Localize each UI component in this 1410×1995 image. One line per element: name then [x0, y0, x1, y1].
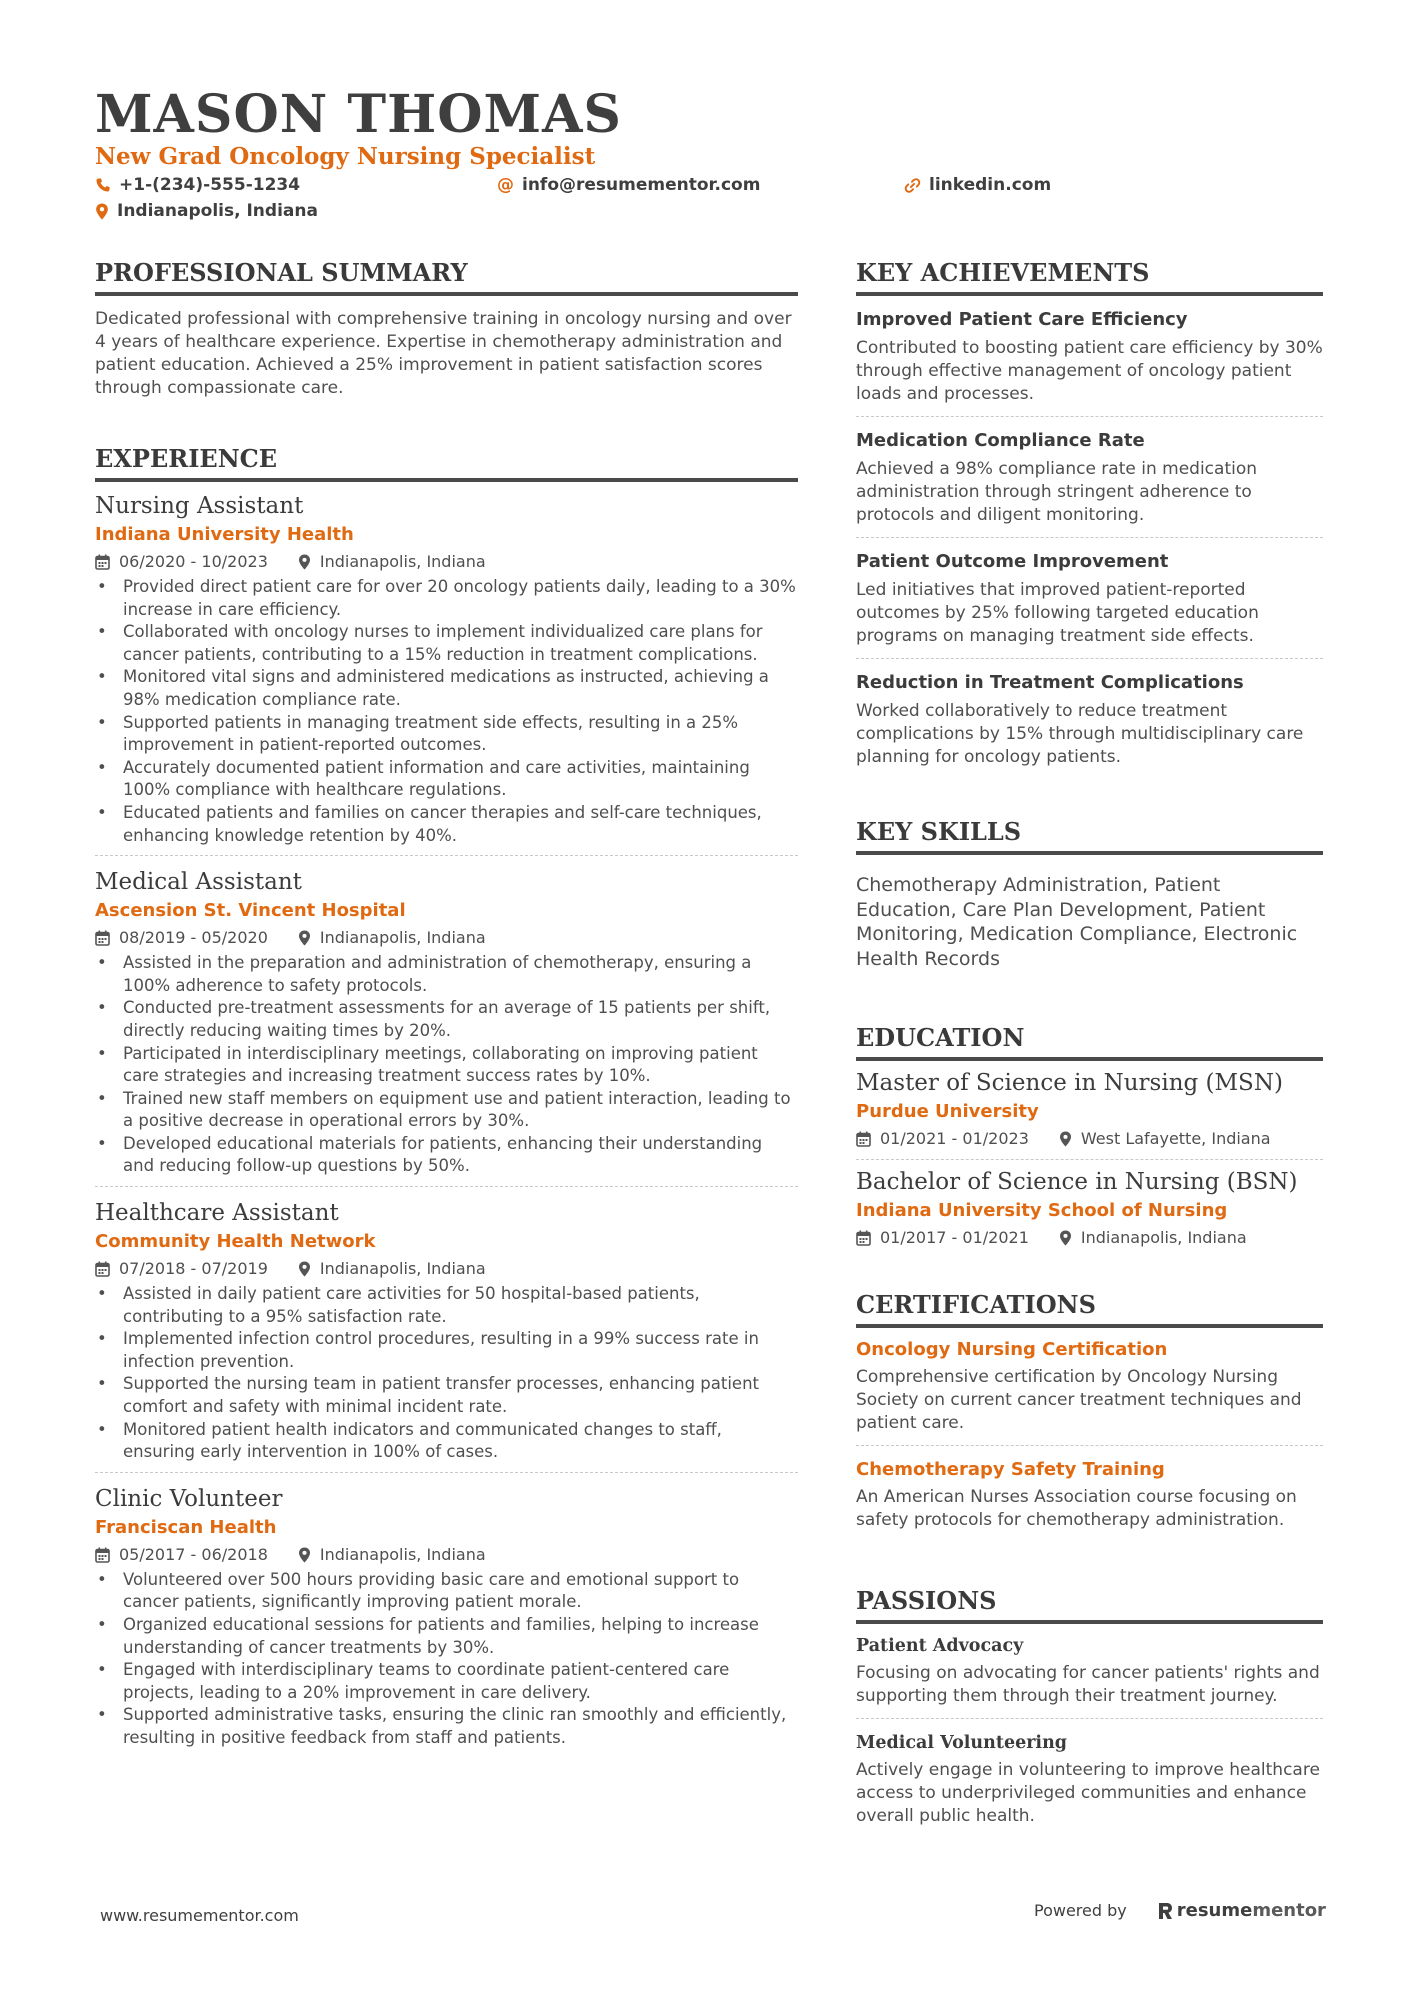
- passion-text: Actively engage in volunteering to improve healthcare access to underprivileged communities and enhance overall public health.: [856, 1760, 1320, 1826]
- summary-text: Dedicated professional with comprehensive training in oncology nursing and over 4 years of healthcare experience. Expertise in chemotherapy administration and patient education. Achieved a 25% improvement in patient satisfaction scores through compassionate care.: [95, 309, 792, 398]
- certification-title: Oncology Nursing Certification: [856, 1339, 1168, 1360]
- education-school: Indiana University School of Nursing: [856, 1200, 1228, 1221]
- achievement-text: Led initiatives that improved patient-reported outcomes by 25% following targeted education programs on managing treatment side effects.: [856, 580, 1259, 646]
- location-pin-icon: [298, 554, 311, 570]
- certification-text: An American Nurses Association course focusing on safety protocols for chemotherapy administration.: [856, 1487, 1297, 1530]
- location-text: Indianapolis, Indiana: [117, 201, 318, 221]
- achievement-text: Worked collaboratively to reduce treatment complications by 15% through multidisciplinary care planning for oncology patients.: [856, 701, 1304, 767]
- education-dates: 01/2021 - 01/2023: [880, 1129, 1029, 1148]
- experience-list: [95, 490, 798, 1758]
- job-dates: 05/2017 - 06/2018: [119, 1544, 268, 1564]
- contact-location: [95, 200, 318, 222]
- job-bullet: • Developed educational materials for patients, enhancing their understanding and reducing follow-up questions by 50%.: [123, 1133, 798, 1178]
- job-bullet: • Supported patients in managing treatment side effects, resulting in a 25% improvement in patient-reported outcomes.: [123, 712, 798, 757]
- job-bullet: • Accurately documented patient information and care activities, maintaining 100% compliance with healthcare regulations.: [123, 757, 798, 802]
- job-location: Indianapolis, Indiana: [319, 1544, 486, 1564]
- skills-heading: KEY SKILLS: [856, 817, 1323, 855]
- email-text: info@resumementor.com: [522, 175, 761, 195]
- passion-title: Medical Volunteering: [856, 1733, 1068, 1753]
- education-item: [856, 1067, 1323, 1160]
- job-entry: [95, 1197, 798, 1473]
- candidate-name: MASON THOMAS: [95, 84, 622, 145]
- job-meta: [95, 926, 798, 950]
- certification-title: Chemotherapy Safety Training: [856, 1459, 1165, 1480]
- job-bullet: • Engaged with interdisciplinary teams to coordinate patient-centered care projects, leading to a 20% improvement in care delivery.: [123, 1659, 798, 1704]
- job-entry: [95, 1483, 798, 1758]
- certification-text: Comprehensive certification by Oncology Nursing Society on current cancer treatment techniques and patient care.: [856, 1367, 1302, 1433]
- left-column: [95, 258, 798, 1768]
- job-bullet: • Monitored vital signs and administered medications as instructed, achieving a 98% medication compliance rate.: [123, 666, 798, 711]
- achievement-text: Achieved a 98% compliance rate in medication administration through stringent adherence to protocols and diligent monitoring.: [856, 459, 1258, 525]
- passion-item: [856, 1729, 1323, 1838]
- location-pin-icon: [298, 930, 311, 946]
- calendar-icon: [95, 1547, 110, 1563]
- education-school: Purdue University: [856, 1101, 1039, 1122]
- job-company: Indiana University Health: [95, 524, 354, 545]
- calendar-icon: [95, 1261, 110, 1277]
- achievement-title: Improved Patient Care Efficiency: [856, 309, 1188, 330]
- certifications-heading: CERTIFICATIONS: [856, 1290, 1323, 1328]
- job-dates: 08/2019 - 05/2020: [119, 928, 268, 948]
- education-degree: Bachelor of Science in Nursing (BSN): [856, 1169, 1298, 1195]
- passion-item: [856, 1632, 1323, 1719]
- passion-title: Patient Advocacy: [856, 1636, 1024, 1656]
- job-bullet: • Conducted pre-treatment assessments for an average of 15 patients per shift, directly reducing waiting times by 20%.: [123, 997, 798, 1042]
- location-pin-icon: [298, 1547, 311, 1563]
- passions-heading: PASSIONS: [856, 1586, 1323, 1624]
- education-degree: Master of Science in Nursing (MSN): [856, 1070, 1283, 1096]
- job-bullet: • Educated patients and families on cancer therapies and self-care techniques, enhancing knowledge retention by 40%.: [123, 802, 798, 847]
- phone-text: +1-(234)-555-1234: [119, 175, 301, 195]
- education-location: West Lafayette, Indiana: [1080, 1129, 1271, 1148]
- certification-item: [856, 1456, 1323, 1542]
- link-icon: [904, 177, 921, 194]
- achievement-title: Reduction in Treatment Complications: [856, 672, 1244, 693]
- job-meta: [95, 1257, 798, 1281]
- contact-phone[interactable]: [95, 174, 300, 196]
- job-company: Franciscan Health: [95, 1516, 277, 1538]
- education-heading: EDUCATION: [856, 1023, 1323, 1061]
- certification-item: [856, 1336, 1323, 1446]
- job-bullets: [95, 952, 798, 1178]
- job-title: Nursing Assistant: [95, 493, 304, 519]
- powered-by-label: Powered by: [1034, 1901, 1127, 1920]
- summary-heading: PROFESSIONAL SUMMARY: [95, 258, 798, 296]
- achievement-item: [856, 427, 1323, 538]
- job-dates: 06/2020 - 10/2023: [119, 552, 268, 571]
- right-column: [856, 258, 1323, 1838]
- location-pin-icon: [298, 1261, 311, 1277]
- job-bullet: • Assisted in daily patient care activities for 50 hospital-based patients, contributing to a 95% satisfaction rate.: [123, 1283, 798, 1328]
- job-bullet: • Monitored patient health indicators and communicated changes to staff, ensuring early intervention in 100% of cases.: [123, 1419, 798, 1464]
- achievement-item: [856, 548, 1323, 659]
- job-location: Indianapolis, Indiana: [319, 928, 486, 948]
- job-meta: [95, 1543, 798, 1567]
- passion-text: Focusing on advocating for cancer patients' rights and supporting them through their treatment journey.: [856, 1663, 1320, 1706]
- experience-heading: EXPERIENCE: [95, 444, 798, 482]
- education-item: [856, 1166, 1323, 1250]
- job-company: Ascension St. Vincent Hospital: [95, 900, 406, 922]
- achievement-text: Contributed to boosting patient care efficiency by 30% through effective management of oncology patient loads and processes.: [856, 338, 1323, 404]
- linkedin-text: linkedin.com: [929, 175, 1052, 195]
- brand-logo[interactable]: [1157, 1900, 1326, 1921]
- job-dates: 07/2018 - 07/2019: [119, 1259, 268, 1279]
- achievement-item: [856, 306, 1323, 417]
- achievement-item: [856, 669, 1323, 779]
- job-location: Indianapolis, Indiana: [319, 552, 486, 571]
- job-bullet: • Implemented infection control procedures, resulting in a 99% success rate in infection prevention.: [123, 1328, 798, 1373]
- location-pin-icon: [95, 203, 109, 220]
- education-dates: 01/2017 - 01/2021: [880, 1228, 1029, 1247]
- job-bullets: [95, 576, 798, 847]
- footer-website[interactable]: www.resumementor.com: [100, 1906, 299, 1925]
- calendar-icon: [856, 1230, 871, 1246]
- job-bullet: • Participated in interdisciplinary meetings, collaborating on improving patient care strategies and increasing treatment success rates by 10%.: [123, 1043, 798, 1088]
- job-title: Clinic Volunteer: [95, 1485, 283, 1512]
- job-title: Healthcare Assistant: [95, 1200, 339, 1227]
- brand-name-b: mentor: [1252, 1900, 1326, 1921]
- job-meta: [95, 550, 798, 574]
- location-pin-icon: [1059, 1131, 1072, 1147]
- contact-email[interactable]: [497, 174, 760, 196]
- achievement-title: Medication Compliance Rate: [856, 430, 1145, 451]
- calendar-icon: [856, 1131, 871, 1147]
- education-meta: [856, 1127, 1323, 1151]
- job-title: Medical Assistant: [95, 869, 302, 896]
- job-bullet: • Supported the nursing team in patient transfer processes, enhancing patient comfort and safety with minimal incident rate.: [123, 1373, 798, 1418]
- job-bullet: • Collaborated with oncology nurses to implement individualized care plans for cancer patients, contributing to a 15% reduction in treatment complications.: [123, 621, 798, 666]
- phone-icon: [95, 177, 111, 193]
- calendar-icon: [95, 554, 110, 570]
- job-bullet: • Supported administrative tasks, ensuring the clinic ran smoothly and efficiently, resulting in positive feedback from staff and patients.: [123, 1704, 798, 1749]
- education-location: Indianapolis, Indiana: [1080, 1228, 1247, 1247]
- candidate-role: New Grad Oncology Nursing Specialist: [95, 143, 596, 170]
- footer-powered: [1034, 1900, 1326, 1921]
- location-pin-icon: [1059, 1230, 1072, 1246]
- job-entry: [95, 490, 798, 856]
- brand-name-a: resume: [1176, 1900, 1253, 1921]
- job-bullet: • Volunteered over 500 hours providing basic care and emotional support to cancer patients, significantly improving patient morale.: [123, 1569, 798, 1614]
- job-company: Community Health Network: [95, 1231, 376, 1253]
- job-bullet: • Organized educational sessions for patients and families, helping to increase understanding of cancer treatments by 30%.: [123, 1614, 798, 1659]
- job-bullet: • Trained new staff members on equipment use and patient interaction, leading to a positive decrease in operational errors by 30%.: [123, 1088, 798, 1133]
- skills-text: Chemotherapy Administration, Patient Education, Care Plan Development, Patient Monitoring, Medication Compliance, Electronic Health Records: [856, 874, 1298, 970]
- brand-logo-icon: [1157, 1901, 1173, 1921]
- job-location: Indianapolis, Indiana: [319, 1259, 486, 1279]
- achievement-title: Patient Outcome Improvement: [856, 551, 1169, 572]
- education-meta: [856, 1226, 1323, 1250]
- achievements-heading: KEY ACHIEVEMENTS: [856, 258, 1323, 296]
- calendar-icon: [95, 930, 110, 946]
- job-bullet: • Assisted in the preparation and administration of chemotherapy, ensuring a 100% adherence to safety protocols.: [123, 952, 798, 997]
- at-icon: @: [497, 175, 514, 195]
- job-bullets: [95, 1283, 798, 1464]
- job-bullets: [95, 1569, 798, 1750]
- job-entry: [95, 866, 798, 1187]
- contact-linkedin[interactable]: [904, 174, 1051, 196]
- job-bullet: • Provided direct patient care for over 20 oncology patients daily, leading to a 30% increase in care efficiency.: [123, 576, 798, 621]
